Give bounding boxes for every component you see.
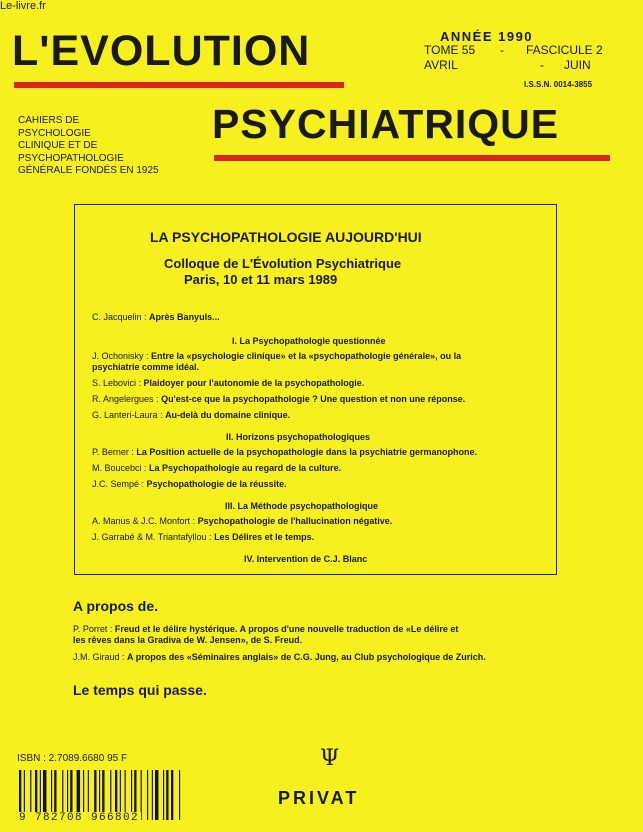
accent-bar-1 [14, 82, 344, 88]
entry-author: M. Boucebci : [92, 463, 147, 473]
subtitle-line: CLINIQUE ET DE [18, 140, 98, 151]
toc-entry-cont: psychiatrie comme idéal. [92, 362, 200, 372]
colloque-date: Paris, 10 et 11 mars 1989 [184, 272, 338, 287]
intro-entry [92, 312, 220, 323]
subtitle-line: PSYCHOLOGIE [18, 127, 91, 139]
entry-title: Entre la «psychologie clinique» et la «psychopathologie générale», ou la [151, 351, 462, 361]
entry-author: C. Jacquelin : [92, 312, 147, 322]
entry-title: Psychopathologie de la réussite. [146, 479, 287, 489]
barcode-number: 9 782708 966802 [19, 812, 140, 824]
publisher-name: PRIVAT [278, 788, 360, 808]
isbn: ISBN : 2.7089.6680 95 F [17, 753, 128, 764]
issue-year: ANNÉE 1990 [440, 29, 534, 44]
temps-heading: Le temps qui passe. [73, 682, 207, 698]
accent-bar-2 [214, 155, 610, 161]
entry-author: P. Berner : [92, 447, 134, 457]
toc-entry [92, 351, 461, 362]
colloque-title: Colloque de L'Évolution Psychiatrique [164, 256, 402, 271]
contents-heading: LA PSYCHOPATHOLOGIE AUJOURD'HUI [150, 229, 422, 245]
toc-entry [92, 394, 465, 405]
apropos-entry-cont: les rêves dans la Gradiva de W. Jensen», de S. Freud. [73, 635, 303, 645]
entry-author: J. Ochonisky : [92, 351, 149, 361]
entry-title: A propos des «Séminaires anglais» de C.G. Jung, au Club psychologique de Zurich. [127, 652, 486, 662]
masthead-title-line1: L'EVOLUTION [12, 27, 311, 75]
toc-entry [92, 447, 477, 458]
entry-author: S. Lebovici : [92, 378, 142, 388]
section-heading: III. La Méthode psychopathologique [225, 501, 379, 511]
entry-title: Qu'est-ce que la psychopathologie ? Une question et non une réponse. [161, 394, 466, 404]
entry-author: A. Manus & J.C. Monfort : [92, 516, 196, 526]
issue-dash: - [500, 43, 504, 57]
issue-fascicule: FASCICULE 2 [526, 43, 603, 57]
subtitle-line: GÉNÉRALE FONDÉS EN 1925 [18, 165, 159, 176]
toc-entry [92, 378, 364, 389]
section-heading: IV. Intervention de C.J. Blanc [244, 554, 368, 564]
issue-month-start: AVRIL [424, 58, 458, 72]
section-heading: I. La Psychopathologie questionnée [232, 336, 386, 346]
section-heading: II. Horizons psychopathologiques [226, 432, 371, 442]
masthead-subtitle [18, 115, 198, 178]
subtitle-line: PSYCHOPATHOLOGIE [18, 152, 124, 164]
entry-title: Freud et le délire hystérique. A propos d'une nouvelle traduction de «Le délire et [114, 624, 459, 634]
issue-tome: TOME 55 [424, 43, 476, 57]
entry-author: P. Porret : [73, 624, 113, 634]
issue-month-end: JUIN [564, 58, 591, 72]
entry-author: G. Lanteri-Laura : [92, 410, 163, 420]
toc-entry [92, 532, 314, 543]
apropos-entry [73, 652, 486, 663]
entry-author: J.M. Giraud : [73, 652, 125, 662]
subtitle-line: CAHIERS DE [18, 115, 80, 126]
entry-author: J.C. Sempé : [92, 479, 145, 489]
entry-title: Plaidoyer pour l'autonomie de la psychopathologie. [143, 378, 365, 388]
toc-entry [92, 410, 290, 421]
entry-title: Après Banyuls... [149, 312, 220, 322]
toc-entry [92, 479, 287, 490]
issn: I.S.S.N. 0014-3855 [524, 80, 593, 89]
apropos-entry [73, 624, 458, 635]
entry-author: J. Garrabé & M. Triantafyllou : [92, 532, 212, 542]
entry-title: Au-delà du domaine clinique. [165, 410, 291, 420]
psi-logo-icon: Ψ [320, 746, 340, 771]
apropos-heading: A propos de. [73, 598, 159, 614]
entry-author: R. Angelergues : [92, 394, 159, 404]
entry-title: Les Délires et le temps. [214, 532, 315, 542]
entry-title: La Psychopathologie au regard de la culture. [149, 463, 342, 473]
masthead-title-line2: PSYCHIATRIQUE [212, 101, 560, 147]
entry-title: La Position actuelle de la psychopathologie dans la psychiatrie germanophone. [136, 447, 477, 457]
watermark: Le-livre.fr [0, 0, 46, 12]
entry-title: Psychopathologie de l'hallucination négative. [197, 516, 393, 526]
issue-dash: - [540, 58, 544, 72]
toc-entry [92, 516, 392, 527]
toc-entry [92, 463, 341, 474]
